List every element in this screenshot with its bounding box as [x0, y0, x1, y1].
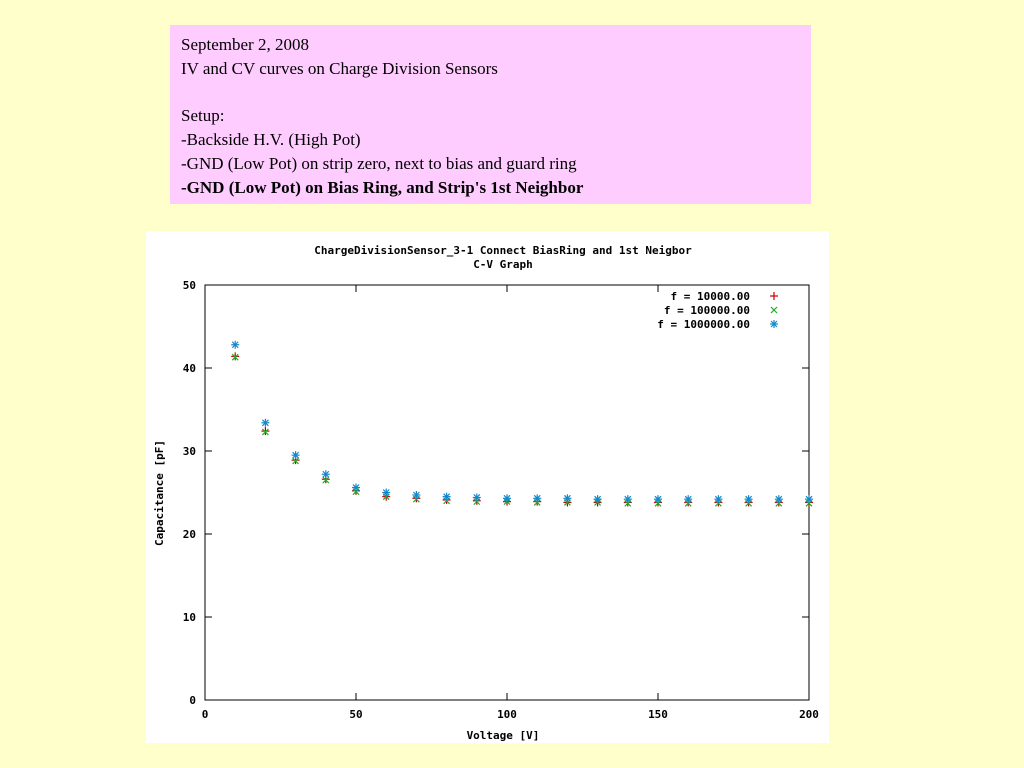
y-tick-label: 30 — [182, 445, 196, 458]
notes-setup-item-2: -GND (Low Pot) on strip zero, next to bias and guard ring — [181, 154, 577, 173]
data-point-series-3 — [745, 495, 753, 503]
data-point-series-3 — [352, 484, 360, 492]
legend-marker — [770, 292, 778, 300]
y-tick-label: 10 — [182, 611, 196, 624]
x-tick-label: 50 — [349, 708, 363, 721]
y-tick-label: 20 — [182, 528, 196, 541]
legend — [657, 290, 778, 331]
data-point-series-3 — [775, 495, 783, 503]
x-tick-label: 200 — [799, 708, 819, 721]
notes-date: September 2, 2008 — [181, 35, 309, 54]
notes-box — [170, 25, 811, 204]
plot-area — [205, 285, 809, 700]
data-point-series-3 — [714, 495, 722, 503]
data-point-series-3 — [261, 419, 269, 427]
legend-label: f = 1000000.00 — [657, 318, 750, 331]
x-tick-label: 150 — [648, 708, 668, 721]
y-axis-label: Capacitance [pF] — [153, 440, 166, 546]
data-point-series-3 — [503, 494, 511, 502]
legend-marker — [770, 320, 778, 328]
legend-label: f = 100000.00 — [663, 304, 750, 317]
data-point-series-3 — [805, 495, 813, 503]
axes — [183, 279, 819, 721]
legend-marker — [771, 307, 777, 313]
data-point-series-3 — [292, 451, 300, 459]
data-point-series-3 — [231, 341, 239, 349]
data-point-series-3 — [382, 489, 390, 497]
data-point-series-3 — [654, 495, 662, 503]
data-point-series-3 — [412, 491, 420, 499]
notes-setup-heading: Setup: — [181, 106, 225, 125]
y-tick-label: 40 — [182, 362, 196, 375]
data-point-series-3 — [473, 493, 481, 501]
legend-label: f = 10000.00 — [670, 290, 750, 303]
data-point-series-3 — [443, 493, 451, 501]
data-points — [231, 341, 813, 507]
chart-panel — [146, 231, 829, 743]
data-point-series-3 — [563, 494, 571, 502]
data-point-series-3 — [624, 495, 632, 503]
data-point-series-3 — [322, 470, 330, 478]
notes-setup-item-3: -GND (Low Pot) on Bias Ring, and Strip's 1st Neighbor — [181, 178, 584, 197]
x-axis-label: Voltage [V] — [466, 729, 540, 742]
chart-subtitle: C-V Graph — [473, 258, 533, 271]
notes-spacer — [181, 81, 800, 104]
chart-title: ChargeDivisionSensor_3-1 Connect BiasRing and 1st Neigbor — [314, 244, 692, 257]
y-tick-label: 50 — [182, 279, 196, 292]
data-point-series-3 — [594, 495, 602, 503]
x-tick-label: 0 — [201, 708, 209, 721]
cv-chart — [146, 231, 829, 743]
data-point-series-3 — [533, 494, 541, 502]
x-tick-label: 100 — [497, 708, 517, 721]
y-tick-label: 0 — [189, 694, 196, 707]
data-point-series-3 — [684, 495, 692, 503]
notes-subject: IV and CV curves on Charge Division Sensors — [181, 59, 498, 78]
notes-setup-item-1: -Backside H.V. (High Pot) — [181, 130, 361, 149]
